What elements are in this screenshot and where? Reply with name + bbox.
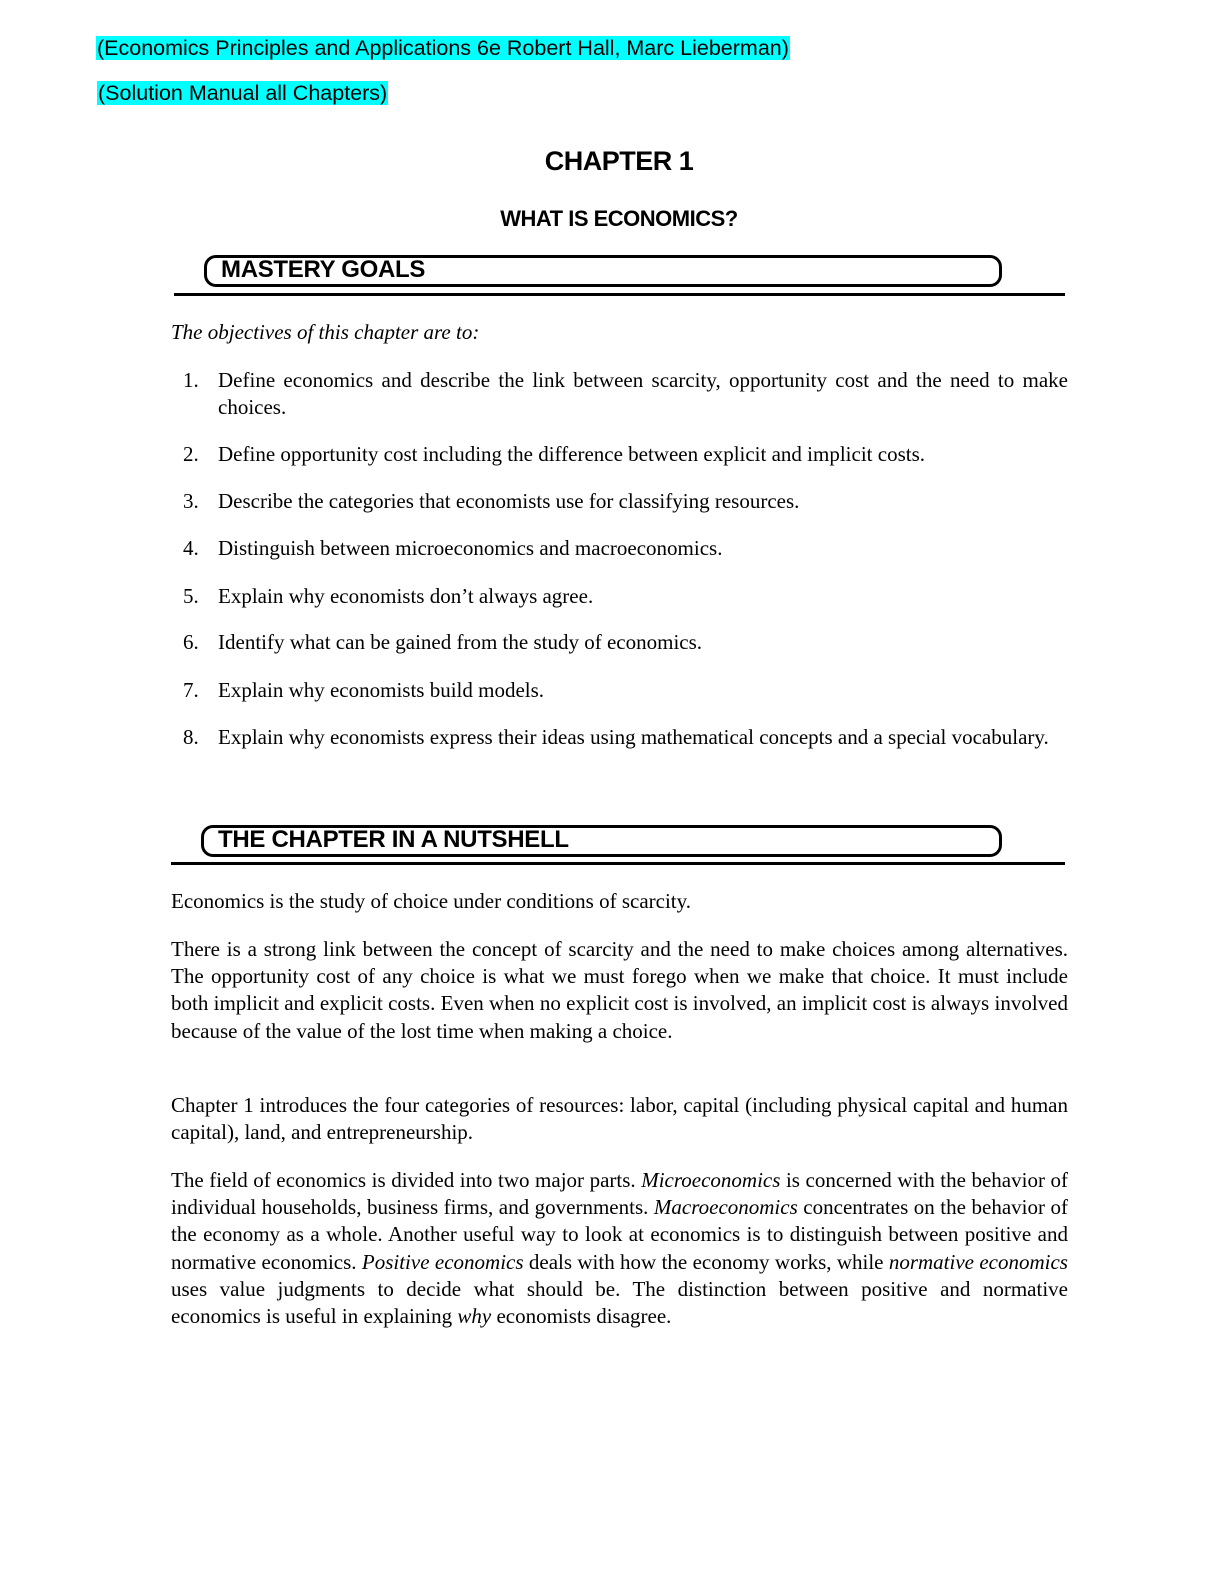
emphasis-why: why — [457, 1304, 492, 1329]
item-text: Explain why economists don’t always agree. — [218, 584, 594, 608]
item-text: Define economics and describe the link between scarcity, opportunity cost and the need to make choices. — [218, 368, 1068, 420]
text-segment: uses value judgments to decide what should be. The distinction between positive and normative economics is useful in explaining — [171, 1276, 1068, 1329]
item-number: 7. — [183, 678, 199, 702]
item-text: Identify what can be gained from the study of economics. — [218, 630, 703, 654]
nutshell-paragraph-1: Economics is the study of choice under conditions of scarcity. — [171, 889, 692, 913]
term-positive-economics: Positive economics — [361, 1249, 524, 1274]
nutshell-heading-box — [201, 825, 1002, 857]
list-item — [183, 629, 1068, 656]
header-line-1: (Economics Principles and Applications 6e Robert Hall, Marc Lieberman) — [97, 36, 789, 60]
list-item — [183, 583, 1068, 610]
list-item — [183, 441, 1068, 468]
text-segment: deals with how the economy works, while — [523, 1249, 889, 1274]
nutshell-paragraph-3: Chapter 1 introduces the four categories of resources: labor, capital (including physical capital and human capital), land, and entrepreneurship. — [171, 1093, 1068, 1145]
nutshell-paragraph-4 — [171, 1167, 1068, 1330]
list-item — [183, 677, 1068, 704]
term-normative-economics: normative economics — [888, 1249, 1068, 1274]
item-text: Explain why economists express their ideas using mathematical concepts and a special vocabulary. — [218, 725, 1049, 749]
item-number: 1. — [183, 368, 199, 392]
list-item — [183, 367, 1068, 421]
mastery-goals-heading: MASTERY GOALS — [221, 256, 426, 283]
item-text: Distinguish between microeconomics and macroeconomics. — [218, 536, 723, 560]
header-line-2: (Solution Manual all Chapters) — [98, 81, 388, 105]
item-text: Define opportunity cost including the difference between explicit and implicit costs. — [218, 442, 925, 466]
section-divider — [174, 293, 1065, 296]
mastery-goals-heading-box — [204, 255, 1002, 287]
item-number: 5. — [183, 584, 199, 608]
item-number: 2. — [183, 442, 199, 466]
list-item — [183, 724, 1068, 751]
nutshell-paragraph-2: There is a strong link between the concept of scarcity and the need to make choices among alternatives. The opportunity cost of any choice is what we must forego when we make that choice. It must include both implicit and explicit costs. Even when no explicit cost is involved, an implicit cost is always involved because of the value of the lost time when making a choice. — [171, 937, 1068, 1043]
text-segment: The field of economics is divided into two major parts. — [171, 1168, 642, 1192]
item-number: 6. — [183, 630, 199, 654]
chapter-number: CHAPTER 1 — [544, 146, 694, 176]
chapter-title: WHAT IS ECONOMICS? — [500, 206, 738, 231]
nutshell-heading: THE CHAPTER IN A NUTSHELL — [218, 826, 569, 853]
item-number: 4. — [183, 536, 199, 560]
item-text: Describe the categories that economists use for classifying resources. — [218, 489, 800, 513]
text-segment: is concerned with the behavior of individual households, business firms, and governments. — [171, 1168, 1068, 1220]
list-item — [183, 535, 1068, 562]
item-number: 8. — [183, 725, 199, 749]
text-segment: concentrates on the behavior of the economy as a whole. Another useful way to look at economics is to distinguish between positive and normative economics. — [171, 1195, 1068, 1274]
text-segment: economists disagree. — [491, 1304, 672, 1329]
section-divider — [171, 862, 1065, 865]
item-text: Explain why economists build models. — [218, 678, 545, 702]
list-item — [183, 488, 1068, 515]
item-number: 3. — [183, 489, 199, 513]
objectives-intro: The objectives of this chapter are to: — [171, 320, 480, 344]
term-macroeconomics: Macroeconomics — [653, 1195, 798, 1220]
term-microeconomics: Microeconomics — [641, 1168, 781, 1192]
